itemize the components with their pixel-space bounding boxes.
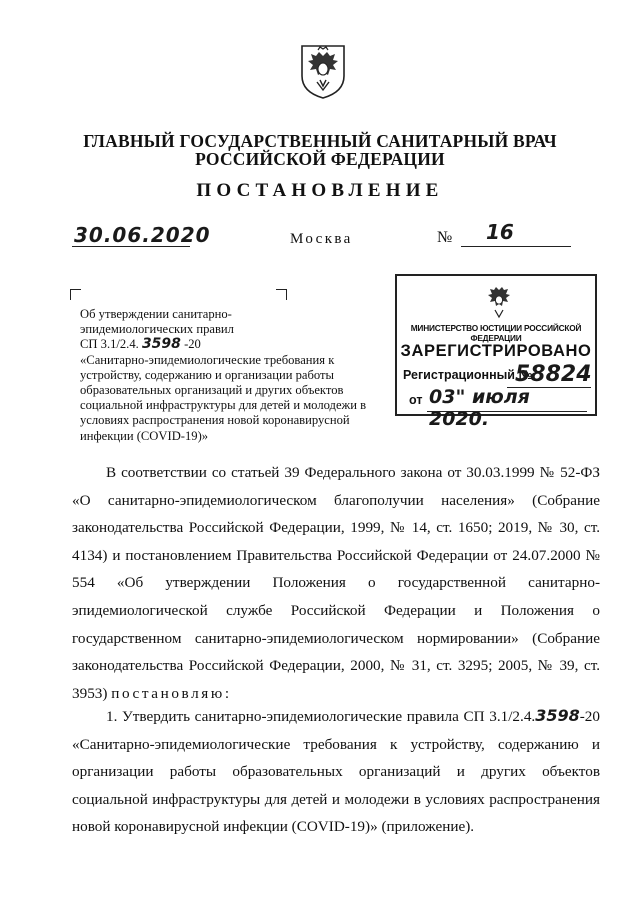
registration-stamp — [395, 274, 597, 430]
stamp-emblem-icon — [484, 284, 514, 320]
clause-1-number: 3598 — [535, 706, 580, 725]
title-corner-left — [70, 289, 81, 300]
stamp-reg-date: 03" июля 2020. — [429, 386, 530, 430]
stamp-reg-number: 58824 — [515, 362, 592, 387]
document-type-title: ПОСТАНОВЛЕНИЕ — [196, 180, 444, 201]
title-corner-right — [276, 289, 287, 300]
subject-line: Об утверждении санитарно- — [80, 307, 232, 321]
decree-date: 30.06.2020 — [74, 223, 211, 247]
rule-code-number: 3598 — [141, 336, 181, 353]
date-underline — [72, 246, 190, 247]
stamp-reg-label: Регистрационный № — [403, 368, 533, 382]
stamp-ministry: МИНИСТЕРСТВО ЮСТИЦИИ РОССИЙСКОЙ ФЕДЕРАЦИИ — [410, 323, 582, 343]
preamble-text: В соответствии со статьей 39 Федерального закона от 30.03.1999 № 52-ФЗ «О санитарно-эпидемиологическом благополучии населения» (Собрание законодательства Российской Федерации, 1999, № 14, ст. 1650; 2019, № 30, ст. 4134) и постановлением Правительства Российской Федерации от 24.07.2000 № 554 «Об утверждении Положения о государственной санитарно-эпидемиологической службе Российской Федерации и Положения о государственном санитарно-эпидемиологическом нормировании» (Собрание законодательства Российской Федерации, 2000, № 31, ст. 3295; 2005, № 39, ст. 3953) — [72, 464, 600, 702]
decree-subject — [80, 307, 380, 444]
stamp-registered: ЗАРЕГИСТРИРОВАНО — [400, 342, 592, 360]
stamp-date-underline — [427, 411, 587, 412]
clause-1-text: -20 «Санитарно-эпидемиологические требования к устройству, содержанию и организации работы образовательных организаций и других объектов социальной инфраструктуры для детей и молодежи в условиях распространения новой коронавирусной инфекции (COVID-19)» (приложение). — [72, 708, 600, 836]
number-underline — [461, 246, 571, 247]
rule-code-prefix: СП 3.1/2.4. — [80, 337, 139, 352]
coat-of-arms-emblem — [298, 42, 348, 100]
preamble-paragraph — [72, 459, 600, 707]
resolution-verb: постановляю: — [111, 684, 232, 702]
subject-line: эпидемиологических правил — [80, 322, 234, 337]
header-authority-line2: РОССИЙСКОЙ ФЕДЕРАЦИИ — [195, 149, 445, 169]
rule-code-suffix: -20 — [184, 337, 201, 352]
stamp-from-label: от — [409, 393, 423, 407]
clause-1-paragraph — [72, 702, 600, 841]
number-label: № — [437, 229, 453, 246]
city-name: Москва — [290, 231, 353, 247]
subject-code-line — [80, 337, 380, 352]
decree-number: 16 — [486, 220, 514, 244]
header-authority-line1: ГЛАВНЫЙ ГОСУДАРСТВЕННЫЙ САНИТАРНЫЙ ВРАЧ — [83, 131, 557, 151]
clause-1-prefix: 1. Утвердить санитарно-эпидемиологические правила СП 3.1/2.4. — [106, 708, 536, 725]
subject-description: «Санитарно-эпидемиологические требования к устройству, содержанию и организации работы образовательных организаций и других объектов социальной инфраструктуры для детей и молодежи в условиях распространения новой коронавирусной инфекции (COVID-19)» — [80, 352, 367, 443]
